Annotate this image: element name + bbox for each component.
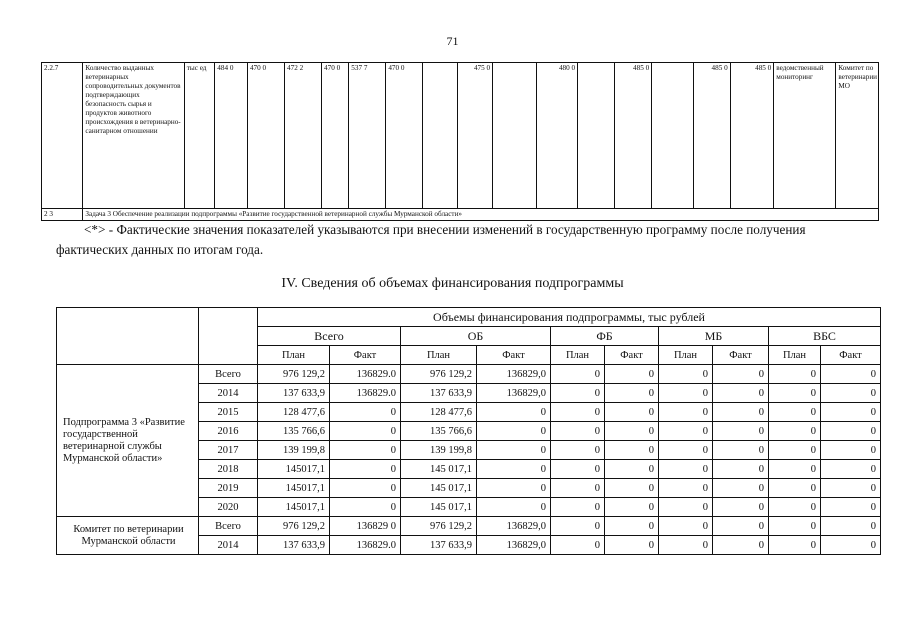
responsible: Комитет по ветеринарии МО [836, 63, 879, 209]
amount-cell: 0 [659, 498, 713, 517]
plan-header: План [769, 346, 821, 365]
amount-cell: 0 [330, 479, 401, 498]
fact-header: Факт [477, 346, 551, 365]
amount-cell: 0 [477, 479, 551, 498]
amount-cell: 0 [821, 460, 881, 479]
year-cell: 2016 [199, 422, 258, 441]
amount-cell: 0 [821, 403, 881, 422]
amount-cell: 0 [713, 365, 769, 384]
amount-cell: 0 [551, 517, 605, 536]
value-cell: 485 0 [693, 63, 730, 209]
indicator-row [42, 63, 879, 209]
amount-cell: 0 [659, 517, 713, 536]
amount-cell: 0 [551, 460, 605, 479]
value-cell [578, 63, 615, 209]
amount-cell: 0 [330, 498, 401, 517]
group-header: Всего [258, 327, 401, 346]
amount-cell: 128 477,6 [258, 403, 330, 422]
amount-cell: 0 [659, 384, 713, 403]
year-cell: 2018 [199, 460, 258, 479]
amount-cell: 136829.0 [330, 384, 401, 403]
year-cell: 2019 [199, 479, 258, 498]
amount-cell: 0 [821, 536, 881, 555]
amount-cell: 0 [713, 498, 769, 517]
amount-cell: 0 [713, 384, 769, 403]
amount-cell: 0 [605, 384, 659, 403]
amount-cell: 0 [605, 365, 659, 384]
amount-cell: 137 633,9 [401, 536, 477, 555]
task-row [42, 209, 879, 221]
year-cell: Всего [199, 517, 258, 536]
amount-cell: 0 [551, 422, 605, 441]
header-main: Объемы финансирования подпрограммы, тыс рублей [258, 308, 881, 327]
data-source: ведомственный мониторинг [774, 63, 836, 209]
amount-cell: 0 [713, 517, 769, 536]
task-id: 2 3 [42, 209, 83, 221]
amount-cell: 0 [477, 498, 551, 517]
amount-cell: 0 [769, 498, 821, 517]
amount-cell: 0 [659, 460, 713, 479]
footnote-text: - Фактические значения показателей указываются при внесении изменений в государственную программу после получения фактических данных по итогам года. [56, 222, 806, 257]
fact-header: Факт [821, 346, 881, 365]
amount-cell: 136829.0 [330, 536, 401, 555]
amount-cell: 0 [551, 479, 605, 498]
value-cell: 480 0 [536, 63, 577, 209]
amount-cell: 0 [821, 365, 881, 384]
year-cell: 2015 [199, 403, 258, 422]
year-cell: 2014 [199, 536, 258, 555]
amount-cell: 0 [659, 536, 713, 555]
header-row-main [57, 308, 881, 327]
amount-cell: 0 [605, 517, 659, 536]
amount-cell: 0 [477, 460, 551, 479]
amount-cell: 0 [713, 441, 769, 460]
amount-cell: 0 [330, 422, 401, 441]
amount-cell: 0 [551, 403, 605, 422]
footnote [56, 220, 856, 260]
amount-cell: 136829,0 [477, 384, 551, 403]
row-id: 2.2.7 [42, 63, 83, 209]
amount-cell: 0 [659, 479, 713, 498]
indicator-table [41, 62, 879, 221]
value-cell [493, 63, 537, 209]
value-cell: 485 0 [730, 63, 774, 209]
amount-cell: 128 477,6 [401, 403, 477, 422]
plan-header: План [258, 346, 330, 365]
amount-cell: 0 [713, 403, 769, 422]
amount-cell: 0 [605, 536, 659, 555]
amount-cell: 139 199,8 [401, 441, 477, 460]
amount-cell: 0 [769, 422, 821, 441]
group-header: ОБ [401, 327, 551, 346]
page-number: 71 [446, 34, 459, 48]
amount-cell: 145 017,1 [401, 479, 477, 498]
amount-cell: 0 [769, 517, 821, 536]
plan-header: План [401, 346, 477, 365]
amount-cell: 145017,1 [258, 460, 330, 479]
fact-header: Факт [605, 346, 659, 365]
year-cell: 2014 [199, 384, 258, 403]
amount-cell: 976 129,2 [258, 365, 330, 384]
footnote-marker: <*> [84, 222, 106, 237]
amount-cell: 0 [659, 365, 713, 384]
amount-cell: 0 [713, 536, 769, 555]
value-cell: 537 7 [349, 63, 386, 209]
amount-cell: 136829.0 [330, 365, 401, 384]
year-cell: 2017 [199, 441, 258, 460]
amount-cell: 145017,1 [258, 479, 330, 498]
amount-cell: 0 [769, 479, 821, 498]
value-cell: 470 0 [386, 63, 423, 209]
amount-cell: 137 633,9 [401, 384, 477, 403]
amount-cell: 0 [713, 479, 769, 498]
amount-cell: 0 [477, 403, 551, 422]
amount-cell: 976 129,2 [258, 517, 330, 536]
amount-cell: 0 [769, 441, 821, 460]
amount-cell: 135 766,6 [401, 422, 477, 441]
year-cell: Всего [199, 365, 258, 384]
amount-cell: 0 [605, 479, 659, 498]
year-cell: 2020 [199, 498, 258, 517]
amount-cell: 0 [605, 498, 659, 517]
unit: тыс ед [184, 63, 215, 209]
table-row [57, 365, 881, 384]
program-label: Подпрограмма 3 «Развитие государственной ветеринарной службы Мурманской области» [57, 365, 199, 517]
value-cell: 485 0 [615, 63, 652, 209]
amount-cell: 0 [605, 441, 659, 460]
corner-cell [57, 308, 199, 365]
amount-cell: 0 [551, 536, 605, 555]
amount-cell: 0 [477, 441, 551, 460]
amount-cell: 0 [769, 460, 821, 479]
value-cell: 472 2 [285, 63, 322, 209]
amount-cell: 0 [769, 384, 821, 403]
amount-cell: 0 [477, 422, 551, 441]
amount-cell: 145017,1 [258, 498, 330, 517]
amount-cell: 0 [605, 403, 659, 422]
fact-header: Факт [330, 346, 401, 365]
amount-cell: 145 017,1 [401, 460, 477, 479]
amount-cell: 136829,0 [477, 365, 551, 384]
amount-cell: 0 [551, 498, 605, 517]
amount-cell: 135 766,6 [258, 422, 330, 441]
amount-cell: 0 [551, 384, 605, 403]
amount-cell: 0 [821, 479, 881, 498]
amount-cell: 0 [330, 441, 401, 460]
amount-cell: 0 [769, 403, 821, 422]
amount-cell: 0 [713, 422, 769, 441]
amount-cell: 0 [713, 460, 769, 479]
section-title: IV. Сведения об объемах финансирования подпрограммы [281, 276, 624, 291]
amount-cell: 0 [821, 517, 881, 536]
amount-cell: 137 633,9 [258, 384, 330, 403]
amount-cell: 0 [330, 460, 401, 479]
indicator-name: Количество выданных ветеринарных сопроводительных документов подтверждающих безопасность сырья и продуктов животного происхождения в ветеринарно-санитарном отношении [83, 63, 184, 209]
amount-cell: 0 [605, 460, 659, 479]
amount-cell: 0 [659, 422, 713, 441]
committee-label: Комитет по ветеринарии Мурманской области [57, 517, 199, 555]
plan-header: План [551, 346, 605, 365]
amount-cell: 0 [330, 403, 401, 422]
value-cell: 475 0 [458, 63, 493, 209]
amount-cell: 0 [605, 422, 659, 441]
group-header: ВБС [769, 327, 881, 346]
value-cell: 470 0 [322, 63, 349, 209]
value-cell [652, 63, 693, 209]
amount-cell: 145 017,1 [401, 498, 477, 517]
amount-cell: 137 633,9 [258, 536, 330, 555]
table-row [57, 517, 881, 536]
value-cell: 470 0 [247, 63, 284, 209]
amount-cell: 0 [821, 384, 881, 403]
amount-cell: 0 [821, 498, 881, 517]
amount-cell: 0 [769, 365, 821, 384]
finance-table [56, 307, 881, 555]
amount-cell: 0 [659, 441, 713, 460]
amount-cell: 0 [821, 441, 881, 460]
amount-cell: 0 [821, 422, 881, 441]
corner-cell [199, 308, 258, 365]
plan-header: План [659, 346, 713, 365]
amount-cell: 136829,0 [477, 517, 551, 536]
fact-header: Факт [713, 346, 769, 365]
amount-cell: 976 129,2 [401, 517, 477, 536]
amount-cell: 136829,0 [477, 536, 551, 555]
amount-cell: 0 [551, 441, 605, 460]
task-text: Задача 3 Обеспечение реализации подпрограммы «Развитие государственной ветеринарной службы Мурманской области» [83, 209, 879, 221]
amount-cell: 0 [769, 536, 821, 555]
group-header: ФБ [551, 327, 659, 346]
amount-cell: 0 [551, 365, 605, 384]
value-cell: 484 0 [215, 63, 248, 209]
amount-cell: 136829 0 [330, 517, 401, 536]
amount-cell: 0 [659, 403, 713, 422]
value-cell [423, 63, 458, 209]
amount-cell: 976 129,2 [401, 365, 477, 384]
amount-cell: 139 199,8 [258, 441, 330, 460]
group-header: МБ [659, 327, 769, 346]
